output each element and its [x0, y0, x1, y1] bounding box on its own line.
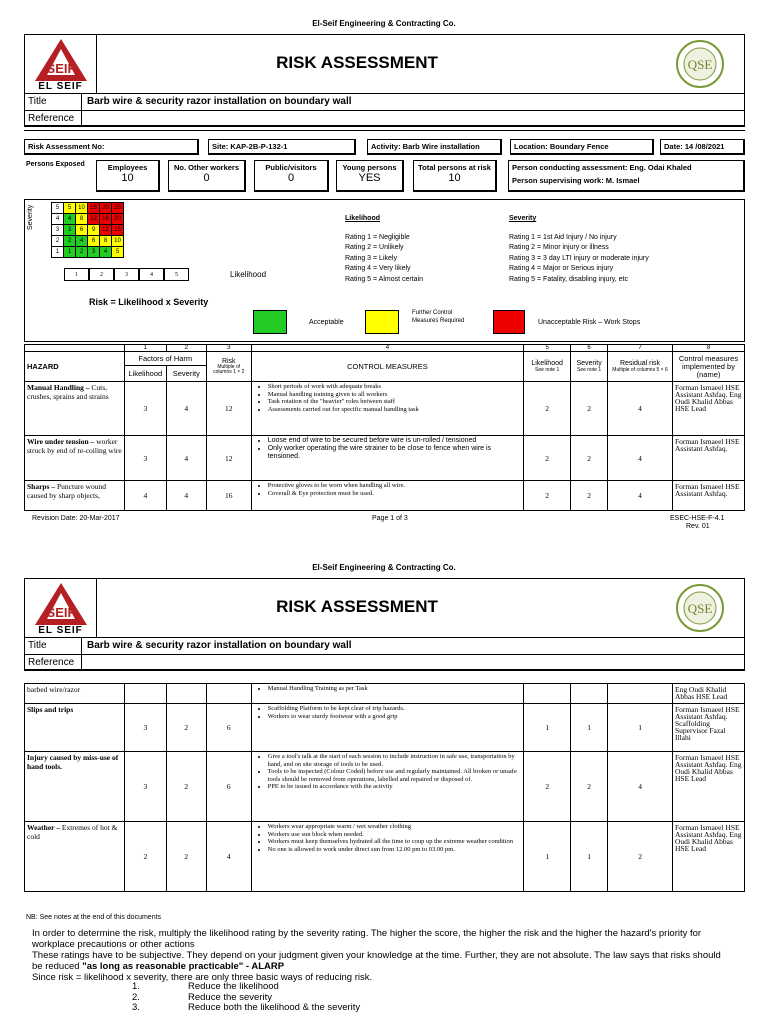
reference-label: Reference	[24, 110, 82, 127]
likelihood-value: 4	[124, 481, 166, 511]
matrix-cell: 4	[76, 236, 88, 247]
legend-green-swatch	[253, 310, 287, 334]
severity-header: Severity	[166, 366, 206, 382]
severity-legend-item: Rating 1 = 1st Aid Injury / No injury	[509, 233, 617, 241]
revision-date: Revision Date: 20-Mar-2017	[32, 515, 120, 522]
notes-list-item	[132, 982, 360, 993]
matrix-cell: 20	[112, 214, 124, 225]
control-measure-item: • Coverall & Eye protection must be used.	[268, 490, 521, 498]
notes-p2-text: These ratings have to be subjective. They depend on your judgment given your knowledge at the time. Further, they are not absolute. The law says that risks should be reduced	[32, 950, 721, 972]
page-number: Page 1 of 3	[372, 515, 408, 522]
qse-text-page2: QSE	[687, 601, 713, 616]
likelihood-legend-heading: Likelihood	[345, 215, 380, 222]
matrix-cell: 1	[64, 247, 76, 258]
matrix-cell: 3	[64, 225, 76, 236]
form-rev: Rev. 01	[686, 523, 710, 530]
likelihood-legend-item: Rating 3 = Likely	[345, 254, 397, 262]
notes-alarp: "as long as reasonable practicable" - ALARP	[82, 961, 285, 972]
title-label-page2: Title	[24, 637, 82, 655]
control-measure-item: • Assessments carried out for specific manual handling task	[268, 406, 521, 414]
likelihood-ticks	[51, 268, 189, 281]
control-measure-item: • Workers use sun block when needed.	[268, 831, 522, 839]
likelihood2-header	[524, 352, 571, 382]
implemented-by-cell: Forman Ismaeel HSE Assistant Ashfaq. Eng Oudi Khalid Abbas HSE Lead	[673, 752, 745, 822]
control-measures-cell	[251, 684, 524, 704]
elseif-logo-page2	[25, 579, 97, 637]
risk-value: 6	[206, 752, 251, 822]
residual-severity-value	[571, 684, 608, 704]
residual-risk-value: 2	[608, 822, 673, 892]
severity2-label: Severity	[576, 360, 602, 367]
likelihood2-note: See note 1	[535, 367, 560, 373]
control-measure-item: • Only worker operating the wire strainer to be close to fence when wire is tensioned.	[268, 445, 521, 461]
hazard-table-page1	[24, 344, 745, 511]
likelihood-legend-item: Rating 4 = Very likely	[345, 265, 411, 272]
matrix-severity-label: 3	[52, 225, 64, 236]
other-workers-label: No. Other workers	[173, 163, 240, 172]
risk-value: 6	[206, 704, 251, 752]
residual-severity-value: 1	[571, 704, 608, 752]
matrix-severity-label: 5	[52, 203, 64, 214]
residual-risk-value: 1	[608, 704, 673, 752]
notes-list-text: Reduce the likelihood	[188, 981, 279, 992]
likelihood-value: 3	[124, 436, 166, 481]
reference-value	[81, 110, 745, 127]
ra-number-field: Risk Assessment No:	[24, 139, 199, 155]
control-measures-cell	[251, 752, 524, 822]
column-number: 5	[524, 345, 571, 352]
location-field: Location: Boundary Fence	[510, 139, 654, 155]
page2-header-box	[24, 578, 745, 670]
severity-value: 4	[166, 481, 206, 511]
young-persons-value: YES	[358, 172, 381, 184]
control-measures-cell	[251, 481, 523, 511]
control-measure-item: • Protective gloves to be worn when handling all wire.	[268, 482, 521, 490]
likelihood-header: Likelihood	[124, 366, 166, 382]
severity-legend-heading: Severity	[509, 215, 537, 222]
svg-text:SEIF: SEIF	[46, 61, 76, 76]
likelihood-tick: 5	[164, 268, 189, 281]
likelihood-legend-item: Rating 5 = Almost certain	[345, 275, 424, 283]
notes-list-number: 2.	[132, 991, 140, 1003]
column-number: 8	[672, 345, 744, 352]
matrix-cell: 10	[112, 236, 124, 247]
notes-list-text: Reduce both the likelihood & the severity	[188, 1002, 361, 1013]
severity-legend-item: Rating 3 = 3 day LTI injury or moderate injury	[509, 254, 649, 262]
residual-likelihood-value: 1	[524, 822, 571, 892]
notes-paragraph-2	[32, 950, 732, 972]
risk-value	[206, 684, 251, 704]
matrix-cell: 12	[88, 214, 100, 225]
other-workers-box	[168, 160, 246, 192]
notes-list-number: 3.	[132, 1002, 140, 1013]
legend-red-swatch	[493, 310, 525, 334]
hazard-header: HAZARD	[25, 352, 125, 382]
hazard-description: worker struck by end of re-coiling wire	[27, 437, 122, 455]
likelihood-value	[124, 684, 166, 704]
control-measure-item: • Task rotation of the "heavier" roles between staff	[268, 398, 521, 406]
legend-acceptable: Acceptable	[309, 319, 344, 326]
total-persons-box	[413, 160, 497, 192]
qse-logo	[671, 39, 729, 89]
hazard-description: Puncture wound caused by sharp objects,	[27, 482, 106, 500]
residual-severity-value: 2	[571, 752, 608, 822]
hazard-cell	[25, 822, 125, 892]
hazard-title: Wire under tension –	[27, 437, 95, 446]
public-box	[254, 160, 329, 192]
control-measure-item: • Tools to be inspected (Colour Coded) before use and regularly maintained. All broken or unsafe tools should be removed from operations, labelled and repaired or disposed of.	[268, 768, 522, 783]
matrix-cell: 20	[100, 203, 112, 214]
legend-yellow-swatch	[365, 310, 399, 334]
likelihood-value: 3	[124, 752, 166, 822]
residual-risk-value: 4	[608, 436, 673, 481]
title-value-page2: Barb wire & security razor installation on boundary wall	[81, 637, 745, 655]
control-measures-cell	[251, 704, 524, 752]
hazard-row	[25, 684, 745, 704]
hazard-description: barbed wire/razor	[27, 685, 81, 694]
column-number: 6	[571, 345, 608, 352]
control-measure-item: • Workers wear appropriate warm / wet weather clothing	[268, 823, 522, 831]
risk-header-label: Risk	[221, 358, 236, 365]
severity-value	[166, 684, 206, 704]
hazard-row	[25, 752, 745, 822]
risk-matrix-panel	[24, 199, 745, 342]
hazard-table-page2	[24, 683, 745, 892]
likelihood-value: 3	[124, 382, 166, 436]
hazard-title: Manual Handling –	[27, 383, 90, 392]
hazard-description: Cuts, crushes, sprains and strains	[27, 383, 109, 401]
residual-severity-value: 2	[571, 481, 608, 511]
control-measure-item: • Manual Handling Training as per Task	[268, 685, 522, 693]
control-measure-item: • Scaffolding Platform to be kept clear of trip hazards.	[268, 705, 522, 713]
hazard-cell	[25, 684, 125, 704]
hazard-cell	[25, 382, 125, 436]
matrix-severity-label: 4	[52, 214, 64, 225]
hazard-row	[25, 822, 745, 892]
risk-value: 12	[206, 382, 251, 436]
residual-likelihood-value	[524, 684, 571, 704]
logo-text: EL SEIF	[38, 81, 83, 92]
control-measure-item: • No one is allowed to work under direct sun from 12.00 pm to 03.00 pm.	[268, 846, 522, 854]
severity-value: 2	[166, 822, 206, 892]
severity2-note: See note 1	[577, 367, 602, 373]
persons-exposed-label: Persons Exposed	[26, 161, 85, 168]
residual-risk-value: 4	[608, 481, 673, 511]
activity-field: Activity: Barb Wire installation	[367, 139, 502, 155]
reference-label-page2: Reference	[24, 654, 82, 671]
total-persons-label: Total persons at risk	[418, 163, 491, 172]
company-name-page2: El-Seif Engineering & Contracting Co.	[312, 563, 456, 572]
residual-risk-value: 4	[608, 752, 673, 822]
control-measure-item: • Loose end of wire to be secured before wire is un-rolled / tensioned	[268, 437, 521, 445]
persons-responsible-box	[508, 160, 745, 192]
likelihood-axis-label: Likelihood	[230, 270, 267, 279]
reference-value-page2	[81, 654, 745, 671]
control-measure-item: • Workers must keep themselves hydrated all the time to coup up the extreme weather condition	[268, 838, 522, 846]
column-number: 2	[166, 345, 206, 352]
risk-value: 12	[206, 436, 251, 481]
residual-likelihood-value: 2	[524, 382, 571, 436]
control-measure-item: • Short periods of work with adequate breaks	[268, 383, 521, 391]
control-measures-cell	[251, 436, 523, 481]
residual-likelihood-value: 1	[524, 704, 571, 752]
severity-value: 2	[166, 704, 206, 752]
severity-value: 4	[166, 436, 206, 481]
severity-value: 2	[166, 752, 206, 822]
risk-matrix	[51, 202, 124, 258]
risk-formula: Risk = Likelihood x Severity	[89, 297, 209, 307]
page1-header-box	[24, 34, 745, 126]
likelihood-value: 2	[124, 822, 166, 892]
column-number: 3	[206, 345, 251, 352]
likelihood-tick: 3	[114, 268, 139, 281]
control-measure-item: • Manual handling training given to all workers	[268, 391, 521, 399]
likelihood-legend-item: Rating 2 = Unlikely	[345, 244, 404, 251]
form-code: ESEC-HSE-F-4.1	[670, 515, 725, 522]
matrix-cell: 6	[88, 236, 100, 247]
matrix-cell: 6	[76, 225, 88, 236]
factors-header: Factors of Harm	[124, 352, 206, 366]
residual-likelihood-value: 2	[524, 436, 571, 481]
matrix-cell: 5	[112, 247, 124, 258]
person-conducting: Person conducting assessment: Eng. Odai Khaled	[512, 163, 692, 172]
residual-severity-value: 2	[571, 436, 608, 481]
svg-text:SEIF: SEIF	[46, 605, 76, 620]
matrix-severity-label: 1	[52, 247, 64, 258]
doc-title: RISK ASSESSMENT	[276, 53, 438, 72]
matrix-cell: 16	[100, 214, 112, 225]
matrix-cell: 8	[76, 214, 88, 225]
severity-axis-label: Severity	[27, 204, 34, 230]
public-label: Public/visitors	[265, 163, 317, 172]
matrix-cell: 15	[112, 225, 124, 236]
date-field: Date: 14 /08/2021	[660, 139, 745, 155]
implemented-by-cell: Forman Ismaeel HSE Assistant Ashfaq. Scaffolding Supervisor Fazal Illahi	[673, 704, 745, 752]
risk-header-sub: Multiple of columns 1 × 2	[213, 364, 245, 375]
hazard-title: Slips and trips	[27, 705, 74, 714]
qse-logo-icon	[671, 583, 729, 633]
matrix-cell: 5	[64, 203, 76, 214]
risk-value: 4	[206, 822, 251, 892]
hazard-row	[25, 704, 745, 752]
employees-box	[96, 160, 160, 192]
total-persons-value: 10	[448, 172, 461, 184]
matrix-cell: 15	[88, 203, 100, 214]
column-number: 4	[251, 345, 523, 352]
implemented-header: Control measures implemented by (name)	[672, 352, 744, 382]
residual-header	[608, 352, 673, 382]
control-header: CONTROL MEASURES	[251, 352, 523, 382]
young-persons-box	[336, 160, 404, 192]
residual-risk-value: 4	[608, 382, 673, 436]
hazard-title: Weather –	[27, 823, 60, 832]
likelihood-tick: 2	[89, 268, 114, 281]
control-measure-item: • PPE to be issued in accordance with the activity	[268, 783, 522, 791]
employees-label: Employees	[107, 163, 148, 172]
hazard-cell	[25, 481, 125, 511]
residual-risk-value	[608, 684, 673, 704]
other-workers-value: 0	[203, 172, 210, 184]
residual-label: Residual risk	[619, 360, 661, 367]
likelihood-legend	[345, 214, 423, 285]
hazard-row	[25, 481, 745, 511]
hazard-title: Injury caused by miss-use of hand tools.	[27, 753, 119, 771]
matrix-cell: 12	[100, 225, 112, 236]
residual-likelihood-value: 2	[524, 481, 571, 511]
control-measures-cell	[251, 382, 523, 436]
residual-severity-value: 2	[571, 382, 608, 436]
title-value: Barb wire & security razor installation on boundary wall	[81, 93, 745, 111]
risk-value: 16	[206, 481, 251, 511]
notes-paragraph-1: In order to determine the risk, multiply the likelihood rating by the severity rating. The higher the score, the higher the risk and the higher the hazard's priority for workplace precautions or other actions	[32, 928, 702, 950]
elseif-logo-icon	[25, 35, 97, 83]
matrix-cell: 2	[64, 236, 76, 247]
site-field: Site: KAP-2B-P-132-1	[208, 139, 356, 155]
qse-logo-icon	[671, 39, 729, 89]
qse-text: QSE	[687, 57, 713, 72]
implemented-by-cell: Forman Ismaeel HSE Assistant Ashfaq. Eng Oudi Khalid Abbas HSE Lead	[672, 382, 744, 436]
column-number: 7	[608, 345, 673, 352]
matrix-cell: 2	[76, 247, 88, 258]
matrix-cell: 8	[100, 236, 112, 247]
likelihood-legend-item: Rating 1 = Negligible	[345, 233, 410, 241]
notes-list-text: Reduce the severity	[188, 991, 272, 1003]
severity-legend-item: Rating 4 = Major or Serious injury	[509, 265, 614, 272]
matrix-cell: 25	[112, 203, 124, 214]
matrix-cell: 9	[88, 225, 100, 236]
young-persons-label: Young persons	[342, 163, 397, 172]
likelihood2-label: Likelihood	[531, 360, 563, 367]
control-measure-item: • Workers to wear sturdy footwear with a good grip	[268, 713, 522, 721]
implemented-by-cell: Forman Ismaeel HSE Assistant Ashfaq.	[672, 436, 744, 481]
implemented-by-cell: Eng Oudi Khalid Abbas HSE Lead	[673, 684, 745, 704]
severity-legend-item: Rating 2 = Minor injury or illness	[509, 244, 609, 251]
severity-legend	[509, 214, 649, 285]
implemented-by-cell: Forman Ismaeel HSE Assistant Ashfaq. Eng Oudi Khalid Abbas HSE Lead	[673, 822, 745, 892]
likelihood-tick: 1	[64, 268, 89, 281]
matrix-cell: 4	[64, 214, 76, 225]
matrix-severity-label: 2	[52, 236, 64, 247]
legend-further: Further Control Measures Required	[412, 310, 465, 324]
person-supervising: Person supervising work: M. Ismael	[512, 176, 640, 185]
severity-legend-item: Rating 5 = Fatality, disabling injury, etc	[509, 275, 628, 283]
hazard-cell	[25, 704, 125, 752]
column-number: 1	[124, 345, 166, 352]
nb-note: NB: See notes at the end of this documents	[26, 914, 162, 921]
hazard-title: Sharps –	[27, 482, 56, 491]
public-value: 0	[287, 172, 295, 184]
residual-severity-value: 1	[571, 822, 608, 892]
likelihood-tick: 4	[139, 268, 164, 281]
elseif-logo	[25, 35, 97, 93]
hazard-cell	[25, 436, 125, 481]
matrix-cell: 10	[76, 203, 88, 214]
notes-paragraph-3: Since risk = likelihood x severity, there are only three basic ways of reducing risk.	[32, 972, 373, 983]
elseif-logo-icon	[25, 579, 97, 627]
notes-list	[132, 982, 360, 1014]
control-measures-cell	[251, 822, 524, 892]
company-name: El-Seif Engineering & Contracting Co.	[312, 19, 456, 28]
notes-list-item	[132, 1003, 360, 1014]
residual-sub: Multiple of columns 5 × 6	[612, 367, 668, 373]
severity-value: 4	[166, 382, 206, 436]
risk-header	[206, 352, 251, 382]
qse-logo-page2	[671, 583, 729, 633]
notes-list-number: 1.	[132, 981, 140, 992]
likelihood-value: 3	[124, 704, 166, 752]
severity2-header	[571, 352, 608, 382]
hazard-row	[25, 436, 745, 481]
employees-value: 10	[121, 172, 134, 184]
implemented-by-cell: Forman Ismaeel HSE Assistant Ashfaq.	[672, 481, 744, 511]
title-label: Title	[24, 93, 82, 111]
residual-likelihood-value: 2	[524, 752, 571, 822]
logo-text-page2: EL SEIF	[38, 625, 83, 636]
hazard-row	[25, 382, 745, 436]
matrix-cell: 4	[100, 247, 112, 258]
doc-title-page2: RISK ASSESSMENT	[276, 597, 438, 616]
hazard-cell	[25, 752, 125, 822]
hazard-description: Extremes of hot & cold	[27, 823, 118, 841]
control-measure-item: • Give a tool's talk at the start of each session to include instruction in safe use, transportation by hand, and on site storage of tools to be used.	[268, 753, 522, 768]
legend-unacceptable: Unacceptable Risk – Work Stops	[538, 319, 641, 326]
matrix-cell: 3	[88, 247, 100, 258]
